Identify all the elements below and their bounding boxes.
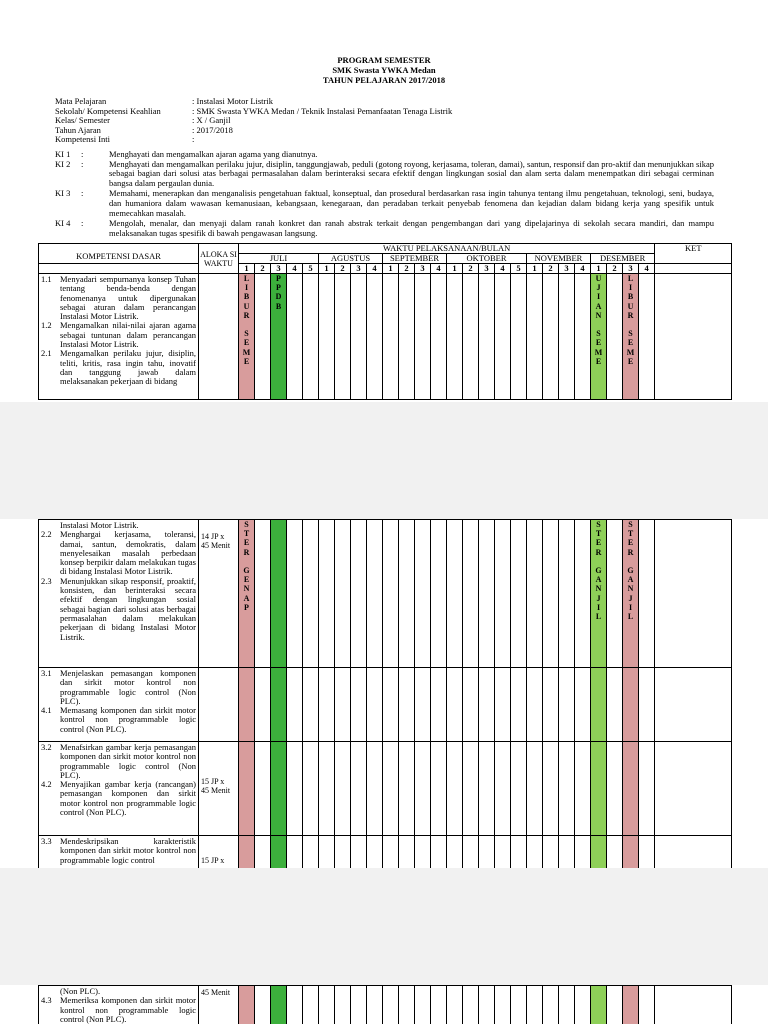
document-page-3 xyxy=(0,985,768,1024)
schedule-cell xyxy=(287,668,303,742)
ket-week-cell xyxy=(655,264,732,274)
schedule-cell xyxy=(479,836,495,869)
alokasi-cell: 45 Menit xyxy=(199,986,239,1024)
schedule-cell xyxy=(447,668,463,742)
schedule-cell xyxy=(479,986,495,1024)
vertical-label: U J I A N S E M E xyxy=(591,274,607,400)
schedule-cell xyxy=(415,274,431,400)
week-number: 4 xyxy=(639,264,655,274)
ket-cell xyxy=(655,274,732,400)
schedule-cell xyxy=(431,520,447,668)
ki-item: KI 4 : Mengolah, menalar, dan menyaji dalam ranah konkret dan ranah abstrak terkait dengan pengembangan dari yang dipelajarinya di sekolah secara mandiri, dan mampu melaksanakan tugas spesifik di bawah pengawasan langsung. xyxy=(55,218,714,238)
schedule-cell xyxy=(335,668,351,742)
kd-cell xyxy=(39,668,199,742)
document-title: PROGRAM SEMESTER xyxy=(337,55,431,65)
week-number: 3 xyxy=(271,264,287,274)
week-number: 3 xyxy=(415,264,431,274)
kd-item: 4.3 Memeriksa komponen dan sirkit motor kontrol non programmable logic control (Non PLC). xyxy=(41,995,196,1024)
schedule-cell xyxy=(495,836,511,869)
schedule-cell xyxy=(303,668,319,742)
week-number: 4 xyxy=(495,264,511,274)
month-header: AGUSTUS xyxy=(319,254,383,264)
schedule-cell xyxy=(479,668,495,742)
kd-cell xyxy=(39,274,199,400)
schedule-cell xyxy=(559,836,575,869)
schedule-cell xyxy=(463,836,479,869)
schedule-cell xyxy=(463,668,479,742)
kd-cell xyxy=(39,836,199,869)
schedule-cell xyxy=(511,274,527,400)
schedule-cell xyxy=(447,836,463,869)
schedule-cell xyxy=(271,836,287,869)
school-name: SMK Swasta YWKA Medan xyxy=(332,65,436,75)
schedule-cell xyxy=(383,836,399,869)
schedule-cell xyxy=(607,668,623,742)
week-number: 3 xyxy=(479,264,495,274)
schedule-cell xyxy=(303,986,319,1024)
vertical-label: L I B U R S E M E xyxy=(623,274,639,400)
kd-cell: (Non PLC). 4.3 Memeriksa komponen dan sirkit motor kontrol non programmable logic control (Non PLC). xyxy=(39,986,199,1024)
schedule-cell xyxy=(383,668,399,742)
month-header: NOVEMBER xyxy=(527,254,591,264)
schedule-cell xyxy=(511,668,527,742)
header-ket: KET xyxy=(655,244,732,264)
schedule-cell xyxy=(367,836,383,869)
schedule-cell xyxy=(575,274,591,400)
week-number: 1 xyxy=(383,264,399,274)
schedule-cell xyxy=(495,520,511,668)
schedule-cell xyxy=(415,668,431,742)
schedule-cell xyxy=(623,836,639,869)
month-header: OKTOBER xyxy=(447,254,527,264)
schedule-cell xyxy=(239,986,255,1024)
schedule-cell xyxy=(511,836,527,869)
schedule-cell xyxy=(319,742,335,836)
schedule-cell xyxy=(639,520,655,668)
schedule-cell xyxy=(527,520,543,668)
header-alokasi-waktu: ALOKA SI WAKTU xyxy=(199,244,239,274)
schedule-cell xyxy=(335,742,351,836)
alokasi-cell: 14 JP x 45 Menit xyxy=(199,520,239,668)
schedule-cell xyxy=(639,836,655,869)
schedule-cell xyxy=(543,274,559,400)
schedule-cell xyxy=(415,836,431,869)
alokasi-cell xyxy=(199,274,239,400)
schedule-cell xyxy=(415,986,431,1024)
schedule-cell xyxy=(271,742,287,836)
schedule-cell xyxy=(383,742,399,836)
schedule-cell xyxy=(239,668,255,742)
kd-item: 1.2 Mengamalkan nilai-nilai ajaran agama sebagai tuntunan dalam perancangan Instalasi Motor Listrik. xyxy=(41,320,196,350)
vertical-label: L I B U R S E M E xyxy=(239,274,255,400)
schedule-cell xyxy=(495,986,511,1024)
vertical-label: S T E R G A N J I L xyxy=(591,520,607,668)
week-number: 2 xyxy=(399,264,415,274)
schedule-cell xyxy=(639,742,655,836)
schedule-cell xyxy=(623,986,639,1024)
schedule-cell xyxy=(287,274,303,400)
schedule-cell xyxy=(367,274,383,400)
schedule-cell xyxy=(383,520,399,668)
schedule-cell xyxy=(527,986,543,1024)
schedule-cell xyxy=(639,668,655,742)
schedule-cell xyxy=(351,986,367,1024)
schedule-cell xyxy=(639,274,655,400)
schedule-cell xyxy=(447,520,463,668)
kd-item: 3.3 Mendeskripsikan karakteristik komponen dan sirkit motor kontrol non programmable logic control xyxy=(41,836,196,865)
schedule-cell xyxy=(287,836,303,869)
schedule-cell xyxy=(287,520,303,668)
schedule-cell xyxy=(607,742,623,836)
schedule-cell xyxy=(255,668,271,742)
schedule-cell xyxy=(383,274,399,400)
schedule-cell xyxy=(255,742,271,836)
schedule-cell xyxy=(575,520,591,668)
program-semester-table-continued xyxy=(38,519,732,868)
week-number: 5 xyxy=(303,264,319,274)
schedule-cell xyxy=(623,742,639,836)
schedule-cell xyxy=(415,742,431,836)
schedule-cell xyxy=(607,520,623,668)
document-page-2 xyxy=(0,519,768,868)
ket-cell xyxy=(655,742,732,836)
month-header: SEPTEMBER xyxy=(383,254,447,264)
schedule-cell xyxy=(463,274,479,400)
schedule-cell xyxy=(431,274,447,400)
schedule-cell xyxy=(255,836,271,869)
schedule-cell xyxy=(559,520,575,668)
week-number: 4 xyxy=(575,264,591,274)
schedule-cell xyxy=(415,520,431,668)
ki-item: KI 1 : Menghayati dan mengamalkan ajaran agama yang dianutnya. xyxy=(55,149,318,159)
schedule-cell xyxy=(543,986,559,1024)
schedule-cell xyxy=(351,274,367,400)
month-header: DESEMBER xyxy=(591,254,655,264)
schedule-cell xyxy=(511,986,527,1024)
schedule-cell xyxy=(351,668,367,742)
schedule-cell xyxy=(527,742,543,836)
schedule-cell xyxy=(399,986,415,1024)
schedule-cell xyxy=(543,668,559,742)
schedule-cell xyxy=(591,836,607,869)
document-page-1: PROGRAM SEMESTER SMK Swasta YWKA Medan TAHUN PELAJARAN 2017/2018 Mata Pelajaran : Instalasi Motor Listrik Sekolah/ Kompetensi Keahlian : SMK Swasta YWKA Medan / Teknik Instalasi Pemanfaatan Tenaga Listrik Kelas/ Semester : X / Ganjil Tahun Ajaran : 2017/2018 Kompetensi Inti : KI 1 : Menghayati dan mengamalkan ajaran agama yang dianutnya. KI 2 : Menghayati dan mengamalkan perilaku jujur, disiplin, tanggungjawab, peduli (gotong royong, kerjasama, toleran, damai), santun, responsif dan pro-aktif dan menunjukkan sikap sebagai bagian dari solusi atas berbagai permasalahan dalam berinteraksi secara efektif dengan lingkungan sosial dan alam serta dalam menempatkan diri sebagai cerminan bangsa dalam pergaulan dunia. KI 3 : Memahami, menerapkan dan menganalisis pengetahuan faktual, konseptual, dan prosedural berdasarkan rasa ingin tahunya tentang ilmu pengetahuan, teknologi, seni, budaya, dan humaniora dalam wawasan kemanusiaan, kebangsaan, kenegaraan, dan peradaban terkait penyebab fenomena dan kejadian dalam bidang kerja yang spesifik untuk memecahkan masalah. KI 4 : Mengolah, menalar, dan menyaji dalam ranah konkret dan ranah abstrak terkait dengan pengembangan dari yang dipelajarinya di sekolah secara mandiri, dan mampu melaksanakan tugas spesifik di bawah pengawasan langsung. KOMPETENSI DASAR ALOKA SI WAKTU WAKTU PELAKSANAAN/BULAN KET JULI AGUSTUS SEPTEMBER OKTOBER NOVEMBER DESEMBER 1 2 3 4 5 1 2 3 4 1 2 3 4 1 2 3 4 5 1 2 3 4 1 2 3 4 1.1 Menyadari sempurnanya konsep Tuhan tentang benda-benda dengan fenomenanya untuk dipergunakan sebagai aturan dalam perancangan Instalasi Motor Listrik. 1.2 Mengamalkan nilai-nilai ajaran agama sebagai tuntunan dalam perancangan Instalasi Motor Listrik. 2.1 Mengamalkan perilaku jujur, disiplin, teliti, kritis, rasa ingin tahu, inovatif dan tanggung jawab dalam melaksanakan pekerjaan di bidang L I B U R S E M E P P D B U J I A N S E M E L I B U R S E M E xyxy=(0,0,768,402)
schedule-cell xyxy=(575,986,591,1024)
week-number: 2 xyxy=(543,264,559,274)
kd-item: 2.2 Menghargai kerjasama, toleransi, damai, santun, demokratis, dalam menyelesaikan masalah perbedaan konsep berpikir dalam melakukan tugas di bidang Instalasi Motor Listrik. xyxy=(41,529,196,577)
schedule-cell xyxy=(383,986,399,1024)
schedule-cell xyxy=(319,986,335,1024)
schedule-cell xyxy=(239,836,255,869)
alokasi-cell xyxy=(199,668,239,742)
schedule-cell xyxy=(527,836,543,869)
kompetensi-inti-list xyxy=(55,150,714,238)
kd-cell xyxy=(39,742,199,836)
schedule-cell xyxy=(399,520,415,668)
week-number: 3 xyxy=(351,264,367,274)
schedule-cell xyxy=(351,520,367,668)
schedule-cell xyxy=(527,274,543,400)
schedule-cell xyxy=(351,742,367,836)
schedule-cell xyxy=(367,742,383,836)
schedule-cell xyxy=(447,986,463,1024)
schedule-cell xyxy=(303,520,319,668)
ket-cell xyxy=(655,668,732,742)
schedule-cell xyxy=(287,742,303,836)
schedule-cell xyxy=(367,986,383,1024)
week-number: 1 xyxy=(447,264,463,274)
schedule-cell xyxy=(559,742,575,836)
ket-cell xyxy=(655,986,732,1024)
week-number: 4 xyxy=(287,264,303,274)
week-number: 3 xyxy=(623,264,639,274)
schedule-cell xyxy=(255,986,271,1024)
schedule-cell xyxy=(607,986,623,1024)
schedule-cell xyxy=(479,274,495,400)
kd-item: 4.2 Menyajikan gambar kerja (rancangan) pemasangan komponen dan sirkit motor kontrol non programmable logic control (Non PLC). xyxy=(41,779,196,818)
schedule-cell xyxy=(319,668,335,742)
schedule-cell xyxy=(431,742,447,836)
week-number: 2 xyxy=(335,264,351,274)
schedule-cell xyxy=(543,836,559,869)
week-number: 4 xyxy=(367,264,383,274)
schedule-cell xyxy=(511,742,527,836)
schedule-cell xyxy=(239,742,255,836)
schedule-cell xyxy=(271,986,287,1024)
document-header xyxy=(0,55,768,85)
schedule-cell xyxy=(271,520,287,668)
schedule-cell xyxy=(287,986,303,1024)
academic-year: TAHUN PELAJARAN 2017/2018 xyxy=(322,75,446,85)
schedule-cell xyxy=(303,274,319,400)
header-waktu-pelaksanaan: WAKTU PELAKSANAAN/BULAN xyxy=(239,244,655,254)
schedule-cell xyxy=(255,274,271,400)
schedule-cell xyxy=(399,836,415,869)
schedule-cell xyxy=(479,742,495,836)
schedule-cell xyxy=(447,742,463,836)
schedule-cell xyxy=(591,986,607,1024)
schedule-cell xyxy=(495,274,511,400)
week-number: 1 xyxy=(591,264,607,274)
week-number: 4 xyxy=(431,264,447,274)
schedule-cell xyxy=(303,836,319,869)
schedule-cell xyxy=(319,836,335,869)
schedule-cell xyxy=(399,742,415,836)
ket-cell xyxy=(655,520,732,668)
vertical-label: S T E R G E N A P xyxy=(239,520,255,668)
kd-item: 1.1 Menyadari sempurnanya konsep Tuhan tentang benda-benda dengan fenomenanya untuk dipergunakan sebagai aturan dalam perancangan Instalasi Motor Listrik. xyxy=(41,274,196,322)
blank-cell xyxy=(39,264,199,274)
ket-cell xyxy=(655,836,732,869)
schedule-cell xyxy=(335,274,351,400)
kd-item: 4.1 Memasang komponen dan sirkit motor kontrol non programmable logic control (Non PLC). xyxy=(41,705,196,734)
week-number: 3 xyxy=(559,264,575,274)
alokasi-cell: 15 JP x 45 Menit xyxy=(199,742,239,836)
week-number: 1 xyxy=(527,264,543,274)
schedule-cell xyxy=(399,274,415,400)
program-semester-table-continued xyxy=(38,985,732,1024)
schedule-cell xyxy=(511,520,527,668)
week-number: 1 xyxy=(239,264,255,274)
schedule-cell xyxy=(303,742,319,836)
schedule-cell xyxy=(639,986,655,1024)
schedule-cell xyxy=(559,668,575,742)
schedule-cell xyxy=(335,986,351,1024)
kd-item: 2.3 Menunjukkan sikap responsif, proaktif, konsisten, dan berinteraksi secara efektif dengan lingkungan sosial sebagai bagian dari solusi atas berbagai permasalahan dalam melakukan pekerjaan di bidang Instalasi Motor Listrik. xyxy=(41,575,196,642)
kd-item: 3.1 Menjelaskan pemasangan komponen dan sirkit motor kontrol non programmable logic control (Non PLC). xyxy=(41,668,196,706)
month-header: JULI xyxy=(239,254,319,264)
schedule-cell xyxy=(575,668,591,742)
schedule-cell xyxy=(367,520,383,668)
schedule-cell xyxy=(543,742,559,836)
kd-item: 2.1 Mengamalkan perilaku jujur, disiplin, teliti, kritis, rasa ingin tahu, inovatif dan tanggung jawab dalam melaksanakan pekerjaan di bidang xyxy=(41,348,196,387)
schedule-cell xyxy=(463,520,479,668)
schedule-cell xyxy=(335,836,351,869)
week-number: 2 xyxy=(463,264,479,274)
schedule-cell xyxy=(319,520,335,668)
schedule-cell xyxy=(591,668,607,742)
schedule-cell xyxy=(351,836,367,869)
schedule-cell xyxy=(479,520,495,668)
schedule-cell xyxy=(623,668,639,742)
schedule-cell xyxy=(495,742,511,836)
schedule-cell xyxy=(463,986,479,1024)
header-kompetensi-dasar: KOMPETENSI DASAR xyxy=(39,244,199,264)
schedule-cell xyxy=(559,986,575,1024)
ki-item: KI 2 : Menghayati dan mengamalkan perilaku jujur, disiplin, tanggungjawab, peduli (gotong royong, kerjasama, toleran, damai), santun, responsif dan pro-aktif dan menunjukkan sikap sebagai bagian dari solusi atas berbagai permasalahan dalam berinteraksi secara efektif dengan lingkungan sosial dan alam serta dalam menempatkan diri sebagai cerminan bangsa dalam pergaulan dunia. xyxy=(55,158,714,188)
schedule-cell xyxy=(543,520,559,668)
schedule-cell xyxy=(575,742,591,836)
schedule-cell xyxy=(527,668,543,742)
schedule-cell xyxy=(255,520,271,668)
schedule-cell xyxy=(367,668,383,742)
schedule-cell xyxy=(431,668,447,742)
vertical-label: S T E R G A N J I L xyxy=(623,520,639,668)
schedule-cell xyxy=(335,520,351,668)
schedule-cell xyxy=(399,668,415,742)
schedule-cell xyxy=(495,668,511,742)
week-number: 2 xyxy=(255,264,271,274)
schedule-cell xyxy=(607,274,623,400)
schedule-cell xyxy=(591,742,607,836)
vertical-label: P P D B xyxy=(271,274,287,400)
schedule-cell xyxy=(271,668,287,742)
program-semester-table xyxy=(38,243,732,400)
alokasi-cell: 15 JP x xyxy=(199,836,239,869)
schedule-cell xyxy=(319,274,335,400)
ki-item: KI 3 : Memahami, menerapkan dan menganalisis pengetahuan faktual, konseptual, dan prosedural berdasarkan rasa ingin tahunya tentang ilmu pengetahuan, teknologi, seni, budaya, dan humaniora dalam wawasan kemanusiaan, kebangsaan, kenegaraan, dan peradaban terkait penyebab fenomena dan kejadian dalam bidang kerja yang spesifik untuk memecahkan masalah. xyxy=(55,188,714,218)
kd-cell: Instalasi Motor Listrik. 2.2 Menghargai kerjasama, toleransi, damai, santun, demokratis, dalam menyelesaikan masalah perbedaan konsep berpikir dalam melakukan tugas di bidang Instalasi Motor Listrik. 2.3 Menunjukkan sikap responsif, proaktif, konsisten, dan berinteraksi secara efektif dengan lingkungan sosial sebagai bagian dari solusi atas berbagai permasalahan dalam melakukan pekerjaan di bidang Instalasi Motor Listrik. xyxy=(39,520,199,668)
schedule-cell xyxy=(607,836,623,869)
schedule-cell xyxy=(575,836,591,869)
schedule-cell xyxy=(559,274,575,400)
week-number: 5 xyxy=(511,264,527,274)
week-number: 1 xyxy=(319,264,335,274)
schedule-cell xyxy=(447,274,463,400)
schedule-cell xyxy=(463,742,479,836)
week-number: 2 xyxy=(607,264,623,274)
kd-item: 3.2 Menafsirkan gambar kerja pemasangan komponen dan sirkit motor kontrol non programmable logic control (Non PLC). xyxy=(41,742,196,780)
schedule-cell xyxy=(431,986,447,1024)
schedule-cell xyxy=(431,836,447,869)
